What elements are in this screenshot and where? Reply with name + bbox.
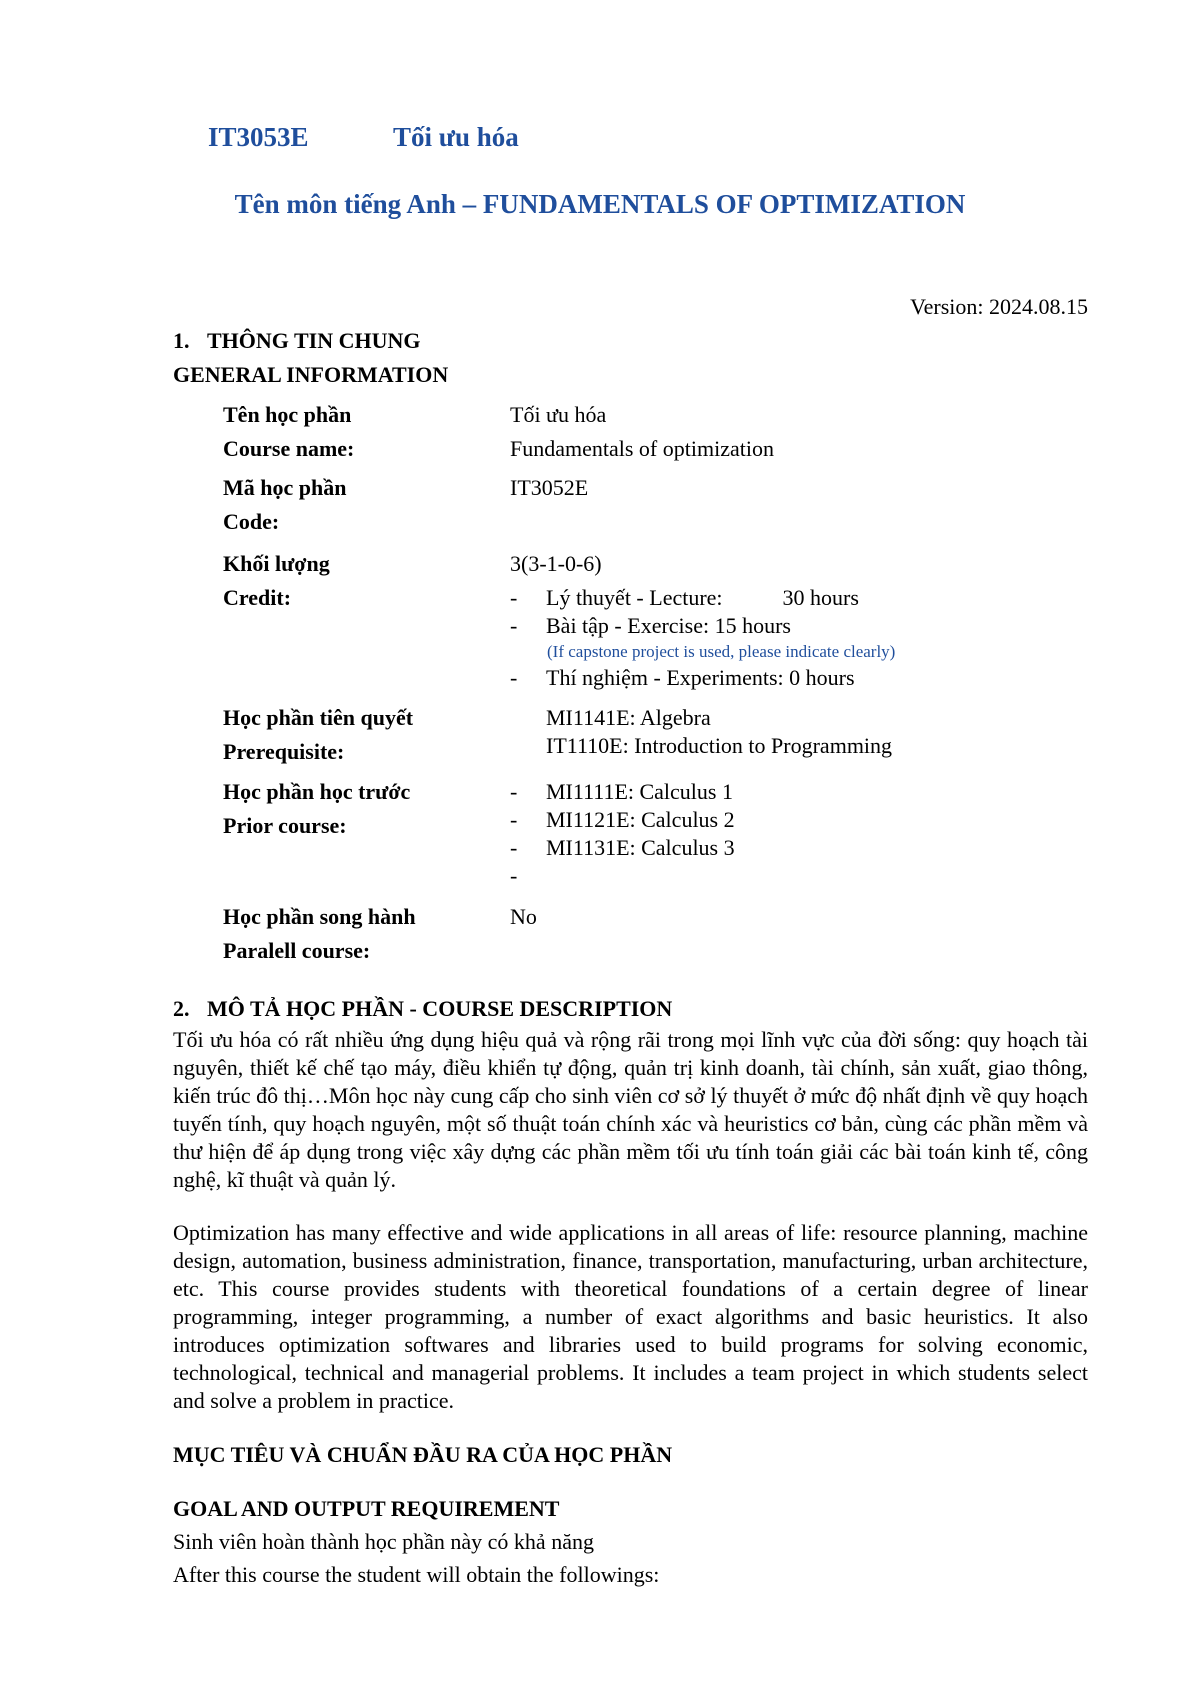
capstone-note: (If capstone project is used, please indicate clearly) [547,642,896,661]
prior-item: - MI1111E: Calculus 1 [510,779,733,804]
goal-intro-en: After this course the student will obtain the followings: [173,1562,660,1587]
prereq-item: IT1110E: Introduction to Programming [546,733,893,758]
section2-number: 2. [173,996,190,1021]
goal-heading-vi: MỤC TIÊU VÀ CHUẨN ĐẦU RA CỦA HỌC PHẦN [173,1442,673,1467]
course-code-value: IT3052E [510,475,589,500]
code-vi-label: Mã học phần [223,475,347,500]
prior-item: - MI1131E: Calculus 3 [510,835,735,860]
credit-item-exercise: - Bài tập - Exercise: 15 hours [510,613,791,638]
course-description-en: Optimization has many effective and wide applications in all areas of life: resource planning, machine design, automation, business administration, finance, transportation, manufacturing, urban architecture, etc. This course provides students with theoretical foundations of a certain degree of linear programming, integer programming, a number of exact algorithms and basic heuristics. It also introduces optimization softwares and libraries used to build programs for solving economic, technological, technical and managerial problems. It includes a team project in which students select and solve a problem in practice. [173,1220,1088,1413]
prereq-vi-label: Học phần tiên quyết [223,705,414,730]
credit-vi-label: Khối lượng [223,551,330,576]
code-en-label: Code: [223,509,280,534]
prior-en-label: Prior course: [223,813,347,838]
credit-item-experiments: - Thí nghiệm - Experiments: 0 hours [510,665,855,690]
credit-item-lecture: - Lý thuyết - Lecture: 30 hours [510,585,859,610]
parallel-en-label: Paralell course: [223,938,371,963]
parallel-value: No [510,904,537,929]
course-name-en: Fundamentals of optimization [510,436,774,461]
prereq-en-label: Prerequisite: [223,739,345,764]
course-name-vi-label: Tên học phần [223,402,352,427]
credit-value: 3(3-1-0-6) [510,551,602,576]
course-title: Tối ưu hóa [393,122,519,152]
course-description-vi: Tối ưu hóa có rất nhiều ứng dụng hiệu quả và rộng rãi trong mọi lĩnh vực của đời sống: quy hoạch tài nguyên, thiết kế chế tạo máy, điều khiển tự động, quản trị kinh doanh, tài chính, sản xuất, giao thông, kiến trúc đô thị…Môn học này cung cấp cho sinh viên cơ sở lý thuyết ở mức độ nhất định về quy hoạch tuyến tính, quy hoạch nguyên, một số thuật toán chính xác và heuristics cơ bản, cùng các phần mềm và thư hiện để áp dụng trong việc xây dựng các phần mềm tối ưu tính toán giải các bài toán kinh tế, công nghệ, kĩ thuật và quản lý. [173,1027,1088,1192]
lecture-hours: 30 hours [782,585,859,610]
section2-heading [173,996,672,1022]
prereq-item: MI1141E: Algebra [546,705,711,730]
prior-item: - [510,863,518,888]
section1-title-en: GENERAL INFORMATION [173,362,449,387]
parallel-vi-label: Học phần song hành [223,904,416,929]
goal-heading-en: GOAL AND OUTPUT REQUIREMENT [173,1496,560,1521]
version-text: Version: 2024.08.15 [910,294,1088,319]
prior-item: - MI1121E: Calculus 2 [510,807,735,832]
section1-title: THÔNG TIN CHUNG [207,328,421,353]
credit-en-label: Credit: [223,585,292,610]
course-code: IT3053E [208,122,309,152]
prior-vi-label: Học phần học trước [223,779,411,804]
course-subtitle: Tên môn tiếng Anh – FUNDAMENTALS OF OPTIMIZATION [234,189,966,219]
section1-number: 1. [173,328,190,353]
course-name-vi: Tối ưu hóa [510,402,607,427]
section2-title: MÔ TẢ HỌC PHẦN - COURSE DESCRIPTION [207,996,673,1021]
course-name-en-label: Course name: [223,436,355,461]
course-title-line [208,122,519,153]
section1-heading [173,328,421,354]
goal-intro-vi: Sinh viên hoàn thành học phần này có khả năng [173,1529,594,1554]
